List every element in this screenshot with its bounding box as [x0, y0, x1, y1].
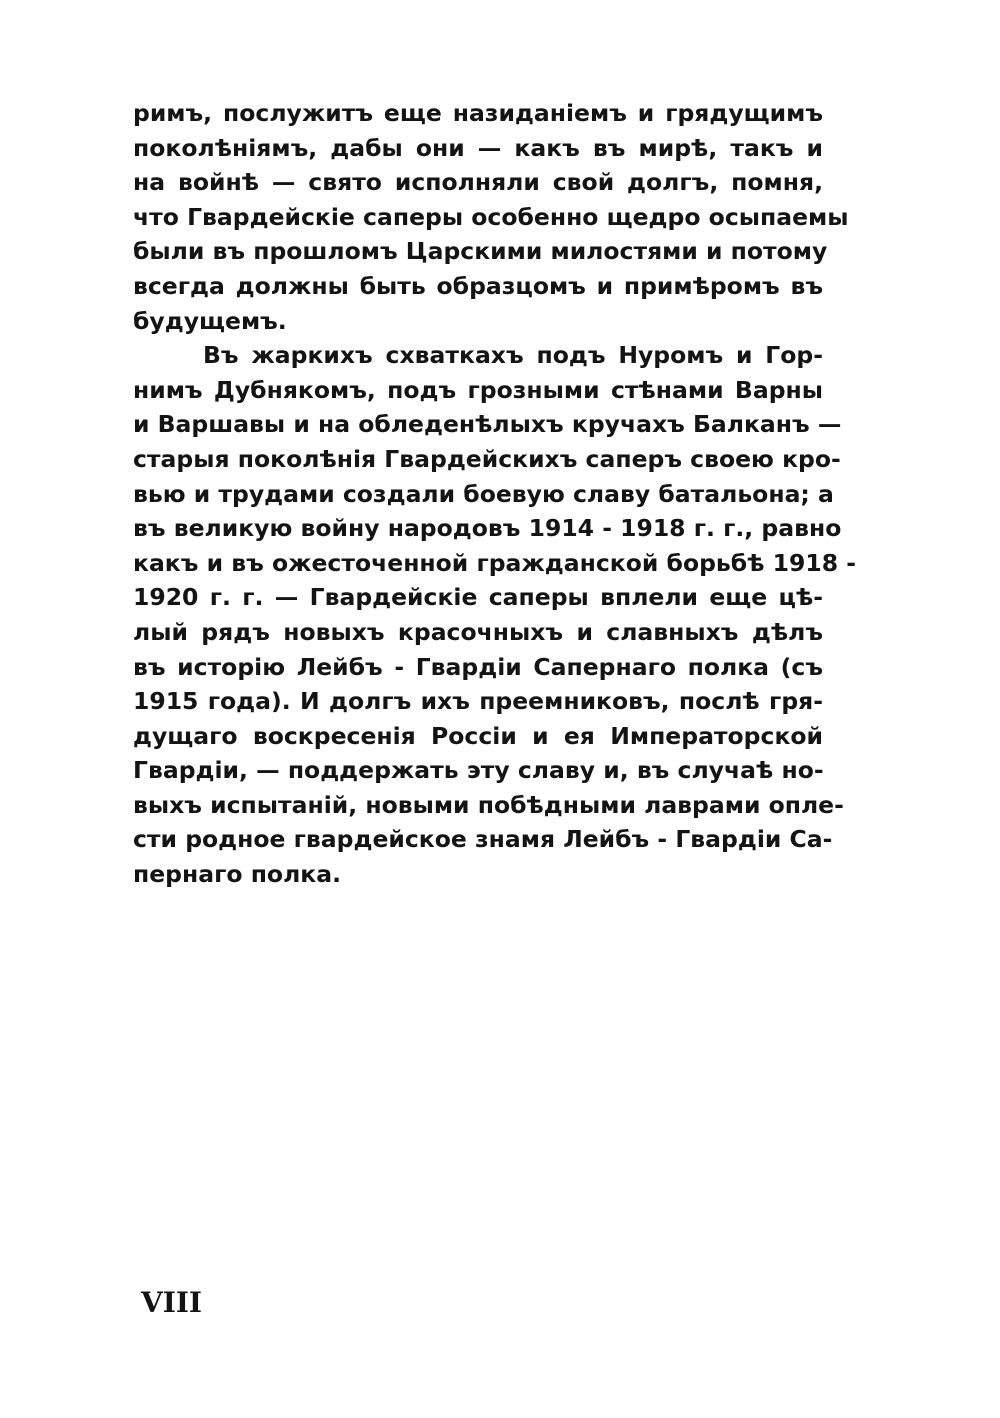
text-line: 1920 г. г. — Гвардейскіе саперы вплели еще цѣ-	[133, 583, 823, 612]
text-line: Гвардіи, — поддержать эту славу и, въ случаѣ но-	[133, 756, 824, 785]
text-line: лый рядъ новыхъ красочныхъ и славныхъ дѣлъ	[133, 617, 823, 646]
text-line: вью и трудами создали боевую славу батальона; а	[133, 479, 834, 508]
text-line: сти родное гвардейское знамя Лейбъ - Гвардіи Са-	[133, 825, 833, 854]
text-line: нимъ Дубнякомъ, подъ грозными стѣнами Варны	[133, 375, 823, 404]
body-text	[133, 96, 857, 892]
text-line: въ великую войну народовъ 1914 - 1918 г. г., равно	[133, 514, 842, 543]
text-line: какъ и въ ожесточенной гражданской борьбѣ 1918 -	[133, 548, 857, 577]
text-line: 1915 года). И долгъ ихъ преемниковъ, послѣ гря-	[133, 687, 823, 716]
text-line: выхъ испытаній, новыми побѣдными лаврами опле-	[133, 790, 844, 819]
text-line: въ исторію Лейбъ - Гвардіи Сапернаго полка (съ	[133, 652, 823, 681]
paragraph-first-line: Въ жаркихъ схваткахъ подъ Нуромъ и Гор-	[203, 341, 823, 370]
text-line: римъ, послужитъ еще назиданіемъ и грядущимъ	[133, 99, 823, 127]
text-line: всегда должны быть образцомъ и примѣромъ въ	[133, 271, 823, 300]
text-line: что Гвардейскіе саперы особенно щедро осыпаемы	[133, 202, 849, 231]
text-line: на войнѣ — свято исполняли свой долгъ, помня,	[133, 168, 823, 197]
text-line: поколѣніямъ, дабы они — какъ въ мирѣ, такъ и	[133, 133, 823, 162]
page-number: VIII	[141, 1286, 203, 1319]
text-line: пернаго полка.	[133, 860, 342, 889]
text-line: были въ прошломъ Царскими милостями и потому	[133, 237, 828, 266]
text-line: будущемъ.	[133, 306, 287, 335]
text-line: старыя поколѣнія Гвардейскихъ саперъ своею кро-	[133, 444, 841, 473]
text-line: и Варшавы и на обледенѣлыхъ кручахъ Балканъ —	[133, 410, 842, 439]
text-line: дущаго воскресенія Россіи и ея Императорской	[133, 721, 823, 750]
